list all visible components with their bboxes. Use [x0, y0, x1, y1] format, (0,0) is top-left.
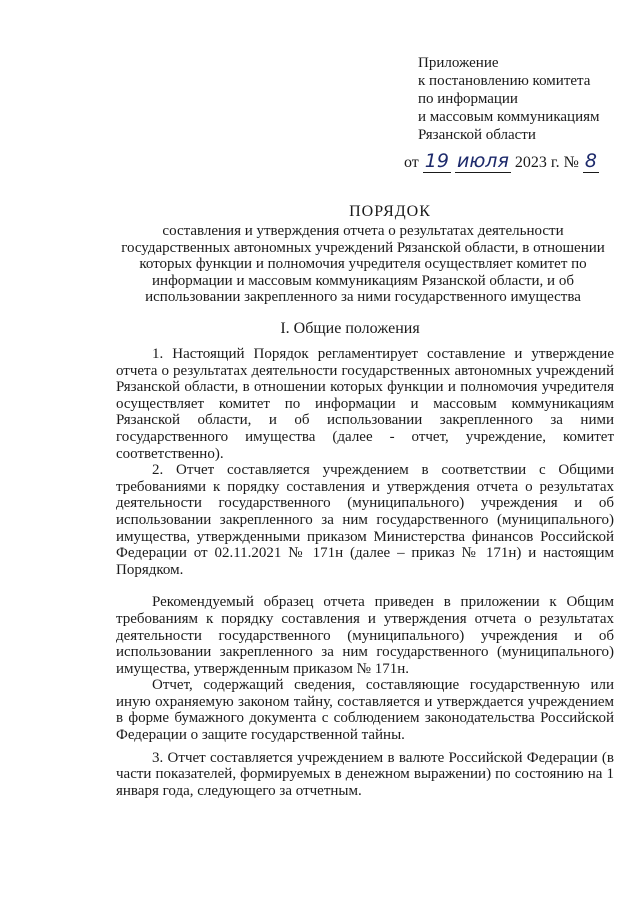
appendix-line: Приложение: [418, 55, 499, 71]
appendix-line: и массовым коммуникациям: [418, 109, 600, 125]
document-number: 8: [584, 150, 598, 172]
document-date-line: [404, 150, 599, 172]
document-subtitle: составления и утверждения отчета о результатах деятельности государственных автономных учреждений Рязанской области, в отношении которых функции и полномочия учредителя осуществляет комитет по информации и массовым коммуникациям Рязанской области, и об использовании закрепленного за ними государственного имущества: [121, 223, 605, 305]
document-title: ПОРЯДОК: [349, 203, 431, 220]
paragraph: 2. Отчет составляется учреждением в соответствии с Общими требованиями к порядку составления и утверждения отчета о результатах деятельности государственного (муниципального) учреждения и об использовании закрепленного за ним государственного (муниципального) имущества, утвержденными приказом Министерства финансов Российской Федерации от 02.11.2021 № 171н (далее – приказ № 171н) и настоящим Порядком.: [116, 462, 614, 578]
section-heading: I. Общие положения: [280, 320, 420, 337]
date-prefix: от: [404, 154, 419, 171]
paragraph: Отчет, содержащий сведения, составляющие государственную или иную охраняемую законом тайну, составляется и утверждается учреждением в форме бумажного документа с соблюдением законодательства Российской Федерации о защите государственной тайны.: [116, 677, 614, 744]
date-year-number-label: 2023 г. №: [514, 154, 579, 171]
appendix-line: Рязанской области: [418, 127, 536, 143]
appendix-header: [418, 54, 628, 144]
document-body: [116, 346, 614, 799]
paragraph: Рекомендуемый образец отчета приведен в приложении к Общим требованиям к порядку составления и утверждения отчета о результатах деятельности государственного (муниципального) учреждения и об использовании закрепленного за ним государственного (муниципального) имущества, утвержденным приказом № 171н.: [116, 594, 614, 677]
paragraph: 3. Отчет составляется учреждением в валюте Российской Федерации (в части показателей, формируемых в денежном выражении) по состоянию на 1 января года, следующего за отчетным.: [116, 749, 614, 799]
appendix-line: к постановлению комитета: [418, 73, 591, 89]
paragraph: 1. Настоящий Порядок регламентирует составление и утверждение отчета о результатах деятельности государственных автономных учреждений Рязанской области, в отношении которых функции и полномочия учредителя осуществляет комитет по информации и массовым коммуникациям Рязанской области, и об использовании закрепленного за ними государственного имущества (далее - отчет, учреждение, комитет соответственно).: [116, 346, 614, 462]
date-day: 19: [424, 150, 449, 172]
appendix-line: по информации: [418, 91, 518, 107]
date-month: июля: [456, 150, 509, 172]
